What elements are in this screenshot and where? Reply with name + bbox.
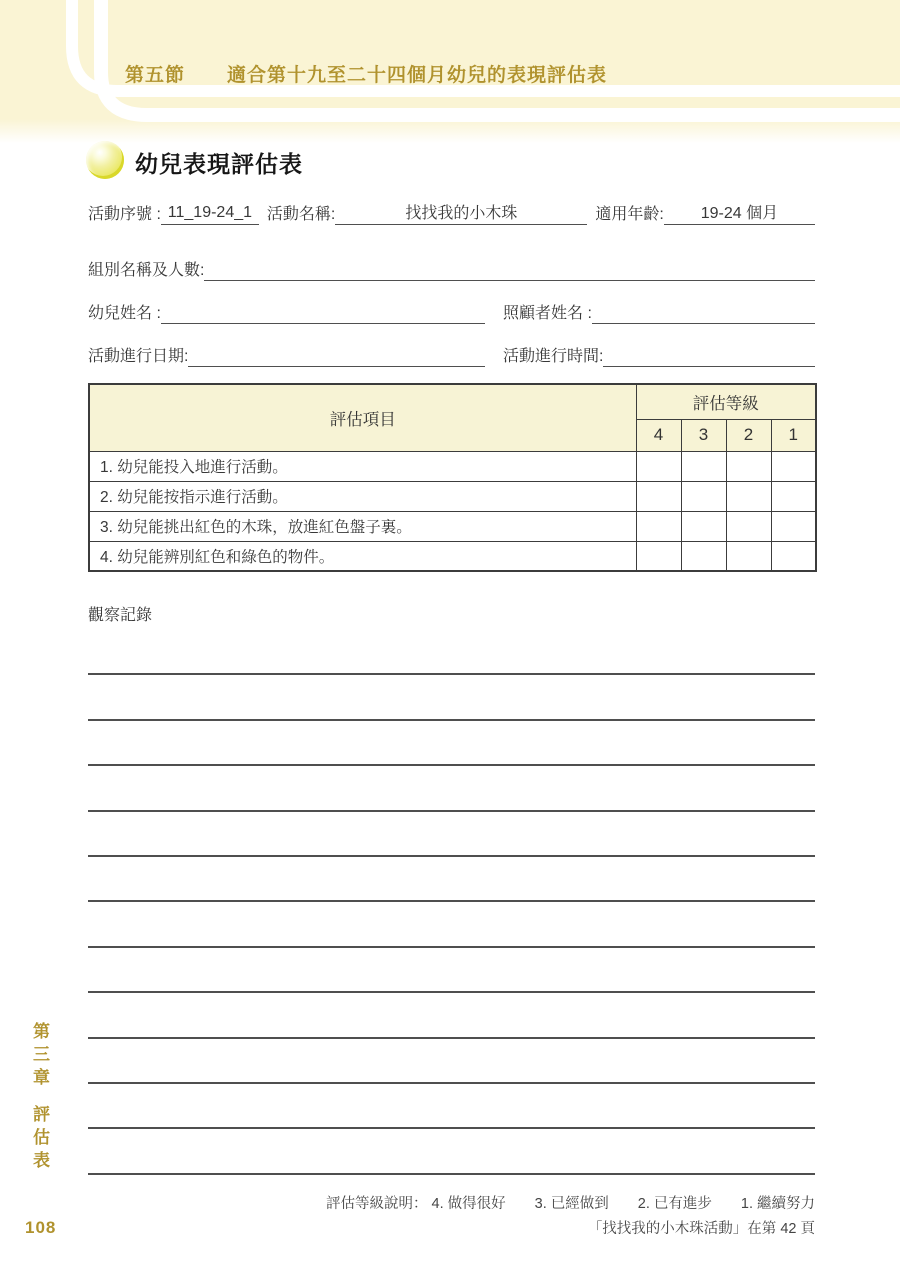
age-field: 19-24 個月 bbox=[664, 200, 815, 225]
assessment-item-3: 3. 幼兒能挑出紅色的木珠，放進紅色盤子裏。 bbox=[89, 511, 636, 541]
activity-date-field bbox=[188, 346, 485, 367]
section-title: 適合第十九至二十四個月幼兒的表現評估表 bbox=[227, 65, 608, 86]
observation-line bbox=[88, 721, 815, 766]
assessment-item-4: 4. 幼兒能辨別紅色和綠色的物件。 bbox=[89, 541, 636, 571]
grade-box bbox=[726, 481, 771, 511]
observation-lines bbox=[88, 630, 815, 1175]
table-row bbox=[89, 481, 816, 511]
section-heading bbox=[125, 60, 607, 87]
observation-line bbox=[88, 630, 815, 675]
chapter-sub-label: 評估表 bbox=[30, 1105, 49, 1174]
activity-time-label: 活動進行時間: bbox=[503, 348, 604, 365]
grade-box bbox=[681, 481, 726, 511]
observation-line bbox=[88, 812, 815, 857]
grade-box bbox=[771, 511, 816, 541]
activity-name-field: 找找我的小木珠 bbox=[335, 200, 587, 225]
bead-icon bbox=[86, 141, 124, 179]
observation-label: 觀察記錄 bbox=[88, 607, 153, 624]
child-name-field bbox=[161, 303, 485, 324]
observation-line bbox=[88, 1129, 815, 1174]
chapter-label: 第三章 bbox=[30, 1022, 49, 1091]
item-header-cell: 評估項目 bbox=[89, 384, 636, 451]
activity-number-value: 11_19-24_1 bbox=[161, 204, 259, 225]
grade-box bbox=[771, 451, 816, 481]
group-name-label: 組別名稱及人數: bbox=[88, 262, 205, 279]
section-label: 第五節 bbox=[125, 65, 186, 86]
grade-legend: 評估等級說明： 4. 做得很好 3. 已經做到 2. 已有進步 1. 繼續努力 bbox=[325, 1196, 815, 1212]
observation-line bbox=[88, 902, 815, 947]
observation-line bbox=[88, 857, 815, 902]
grade-box bbox=[636, 541, 681, 571]
grade-box bbox=[771, 541, 816, 571]
grade-level-3: 3 bbox=[681, 419, 726, 451]
activity-time-field bbox=[603, 346, 815, 367]
form-row-datetime bbox=[88, 343, 815, 367]
age-label: 適用年齡: bbox=[595, 206, 664, 223]
grade-box bbox=[636, 451, 681, 481]
grade-box bbox=[636, 511, 681, 541]
grade-box bbox=[681, 511, 726, 541]
grade-header-cell: 評估等級 bbox=[636, 384, 816, 419]
child-name-label: 幼兒姓名 : bbox=[88, 305, 161, 322]
grade-box bbox=[681, 541, 726, 571]
form-row-names bbox=[88, 300, 815, 324]
grade-level-1: 1 bbox=[771, 419, 816, 451]
observation-line bbox=[88, 1084, 815, 1129]
form-title: 幼兒表現評估表 bbox=[135, 151, 303, 177]
assessment-item-1: 1. 幼兒能投入地進行活動。 bbox=[89, 451, 636, 481]
table-row bbox=[89, 511, 816, 541]
activity-date-label: 活動進行日期: bbox=[88, 348, 189, 365]
grade-box bbox=[726, 511, 771, 541]
activity-reference: 「找找我的小木珠活動」在第 42 頁 bbox=[587, 1221, 815, 1237]
observation-line bbox=[88, 766, 815, 811]
grade-box bbox=[636, 481, 681, 511]
assessment-item-2: 2. 幼兒能按指示進行活動。 bbox=[89, 481, 636, 511]
grade-box bbox=[726, 451, 771, 481]
caregiver-name-field bbox=[592, 303, 815, 324]
observation-line bbox=[88, 675, 815, 720]
grade-box bbox=[681, 451, 726, 481]
grade-level-4: 4 bbox=[636, 419, 681, 451]
observation-line bbox=[88, 948, 815, 993]
observation-line bbox=[88, 993, 815, 1038]
assessment-table bbox=[88, 383, 817, 572]
chapter-sidebar bbox=[27, 1022, 52, 1174]
table-row bbox=[89, 451, 816, 481]
group-name-field bbox=[204, 260, 815, 281]
grade-box bbox=[771, 481, 816, 511]
activity-name-label: 活動名稱: bbox=[266, 206, 336, 223]
table-row bbox=[89, 541, 816, 571]
caregiver-name-label: 照顧者姓名 : bbox=[503, 305, 592, 322]
activity-number-label: 活動序號 : bbox=[88, 206, 161, 223]
grade-box bbox=[726, 541, 771, 571]
form-row-group bbox=[88, 257, 815, 281]
observation-line bbox=[88, 1039, 815, 1084]
page-number: 108 bbox=[25, 1218, 57, 1237]
form-row-activity bbox=[88, 200, 815, 225]
page-header-band bbox=[0, 0, 900, 150]
grade-level-2: 2 bbox=[726, 419, 771, 451]
